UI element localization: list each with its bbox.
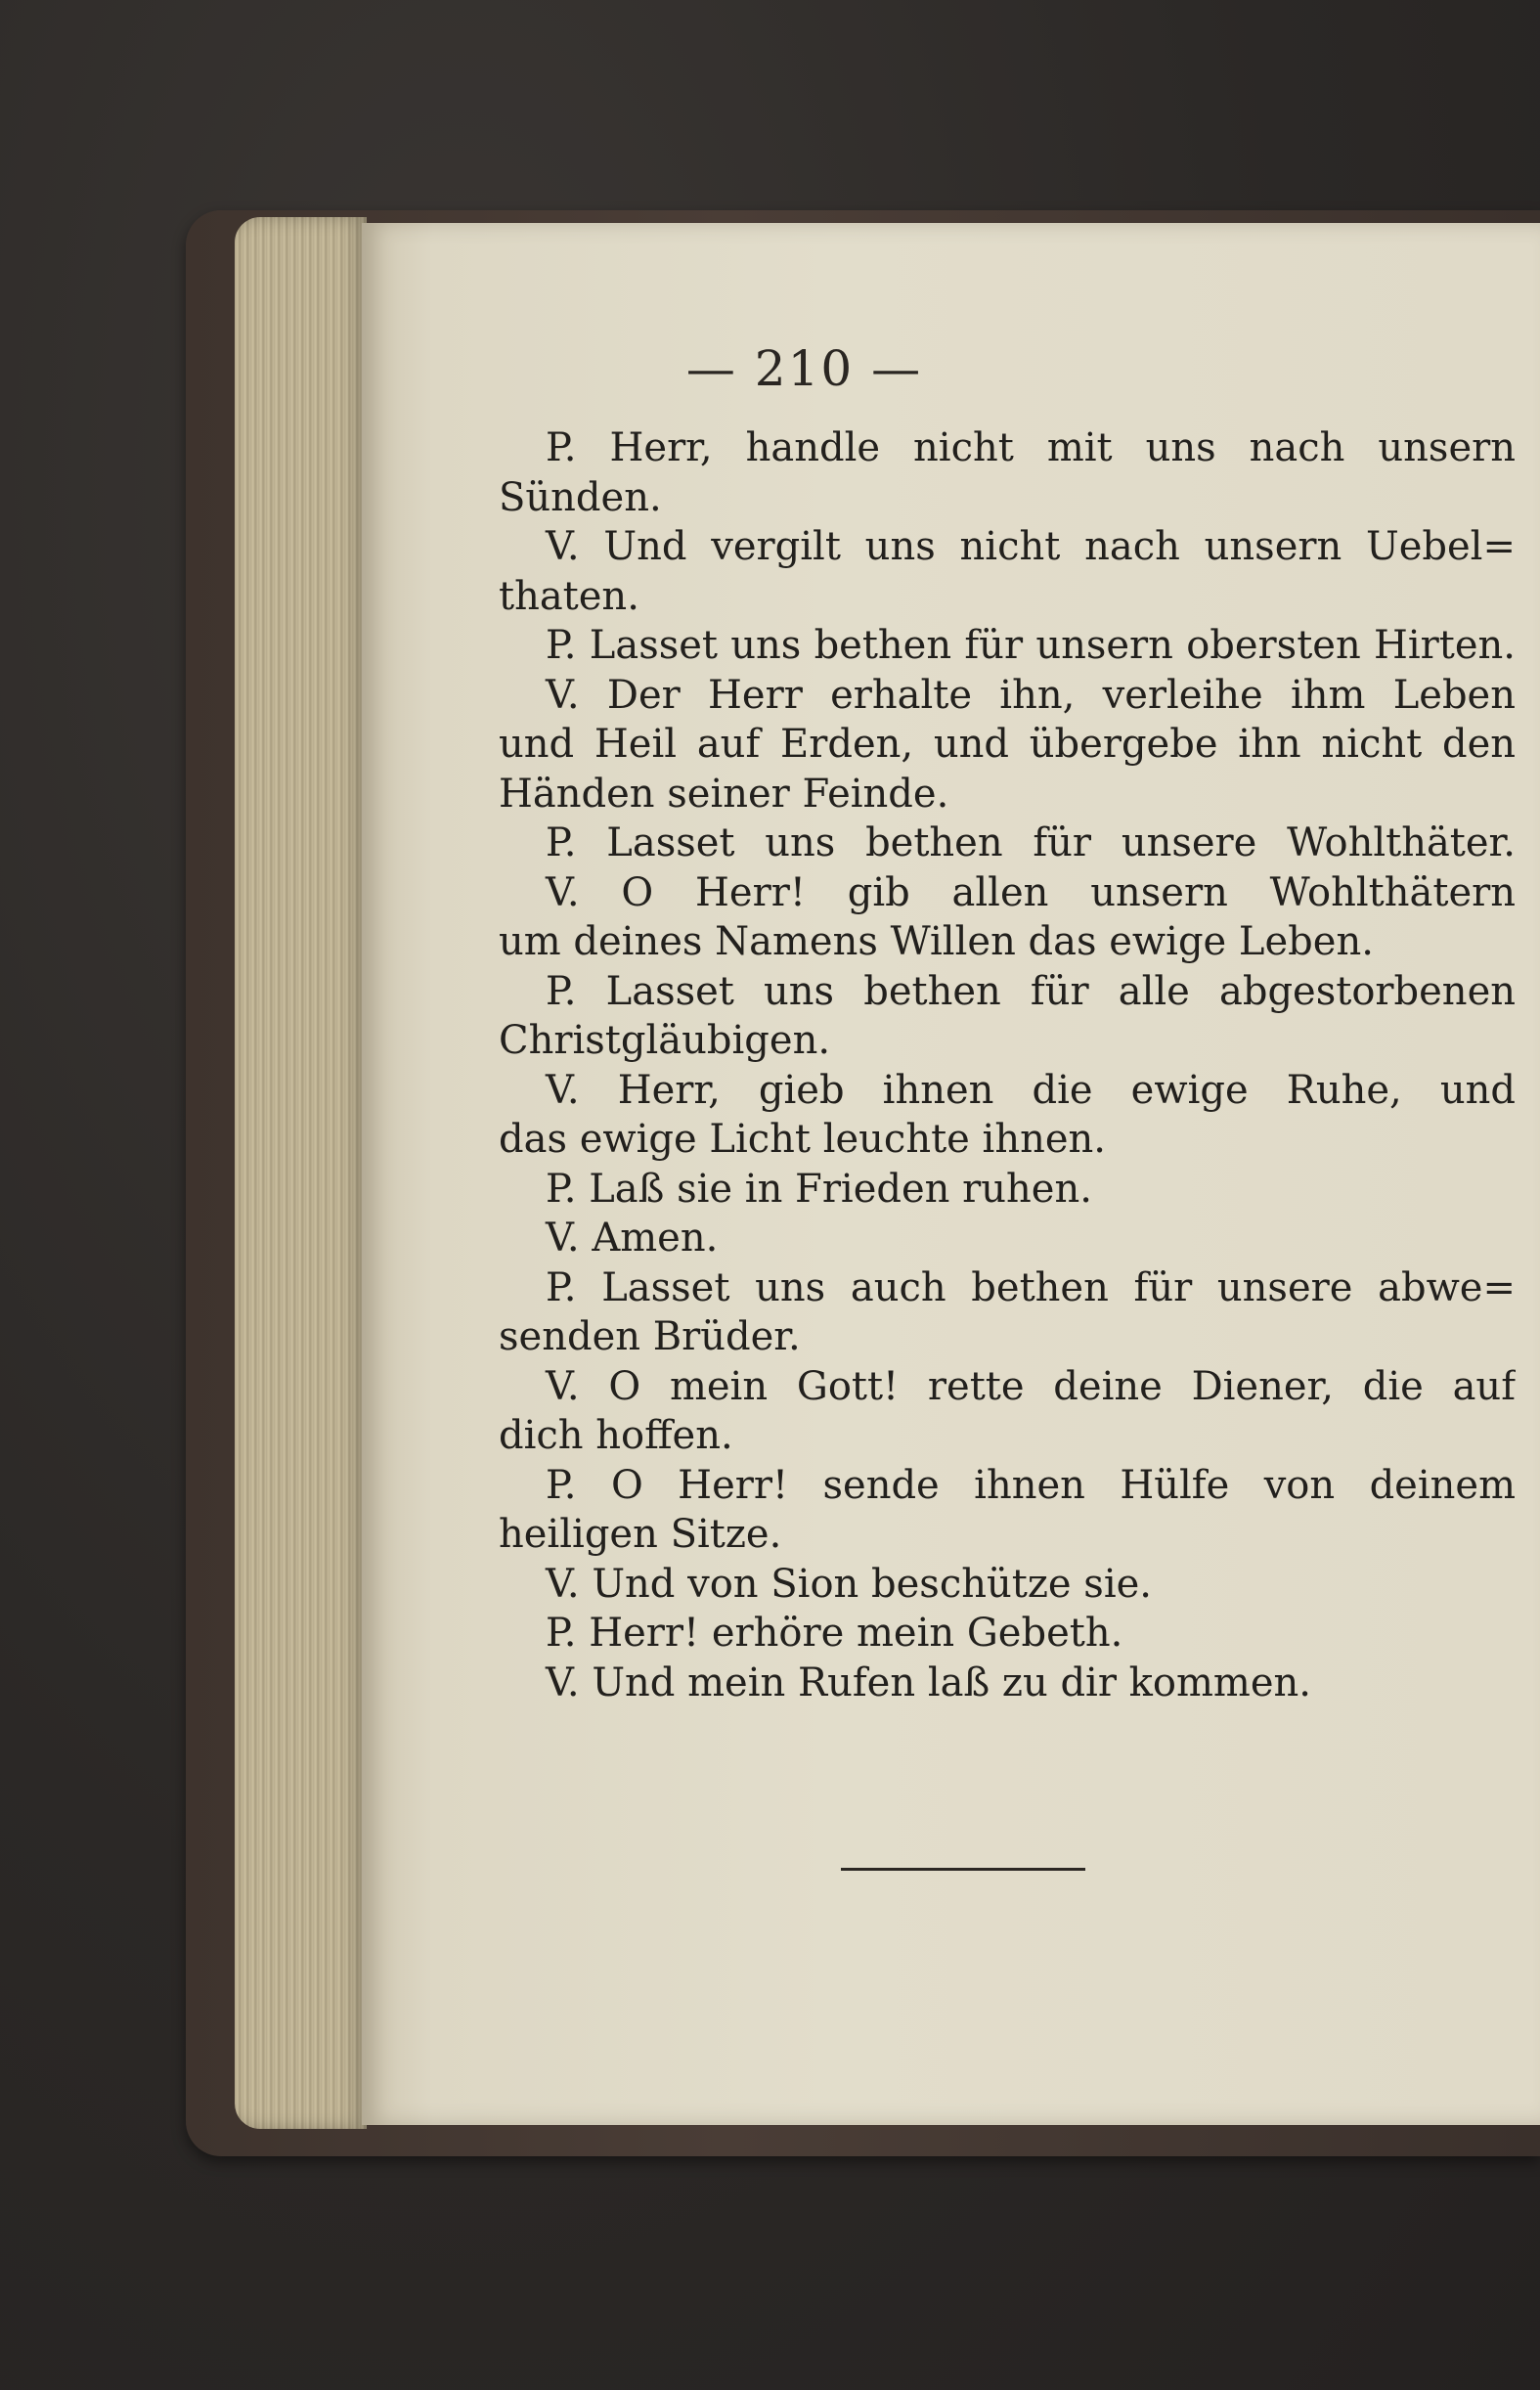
text-line: V. Der Herr erhalte ihn, verleihe ihm Leben [546, 672, 1516, 718]
text-line: Christgläubigen. [499, 1018, 831, 1063]
text-line: um deines Namens Willen das ewige Leben. [499, 919, 1374, 964]
text-line: P. Herr, handle nicht mit uns nach unsern [546, 425, 1516, 470]
text-line: und Heil auf Erden, und übergebe ihn nicht den [499, 722, 1516, 767]
page-edges [235, 217, 367, 2129]
text-line: P. Lasset uns auch bethen für unsere abwe= [546, 1264, 1516, 1310]
section-divider [841, 1868, 1085, 1871]
text-line: V. Amen. [546, 1216, 719, 1261]
text-line: thaten. [499, 573, 639, 619]
text-line: V. Herr, gieb ihnen die ewige Ruhe, und [546, 1067, 1516, 1113]
text-line: V. Und von Sion beschütze sie. [546, 1561, 1152, 1607]
text-line: V. O mein Gott! rette deine Diener, die auf [546, 1363, 1516, 1409]
text-line: Sünden. [499, 474, 662, 520]
text-line: Händen seiner Feinde. [499, 771, 949, 817]
text-line: P. Lasset uns bethen für unsere Wohlthäter. [546, 820, 1516, 865]
text-line: das ewige Licht leuchte ihnen. [499, 1117, 1107, 1162]
text-line: V. O Herr! gib allen unsern Wohlthätern [546, 869, 1516, 915]
text-line: dich hoffen. [499, 1413, 733, 1458]
text-line: P. Herr! erhöre mein Gebeth. [546, 1611, 1123, 1656]
book-page [362, 223, 1540, 2125]
text-line: P. Lasset uns bethen für alle abgestorbenen [546, 968, 1516, 1014]
text-line: senden Brüder. [499, 1314, 801, 1359]
text-line: V. Und vergilt uns nicht nach unsern Uebel= [546, 524, 1516, 569]
text-line: heiligen Sitze. [499, 1512, 782, 1557]
litany-text [499, 423, 1516, 1707]
text-line: P. Lasset uns bethen für unsern obersten Hirten. [546, 623, 1516, 668]
page-number: — 210 — [685, 340, 923, 397]
text-line: P. O Herr! sende ihnen Hülfe von deinem [546, 1462, 1516, 1508]
text-line: V. Und mein Rufen laß zu dir kommen. [546, 1660, 1312, 1705]
text-line: P. Laß sie in Frieden ruhen. [546, 1166, 1092, 1212]
